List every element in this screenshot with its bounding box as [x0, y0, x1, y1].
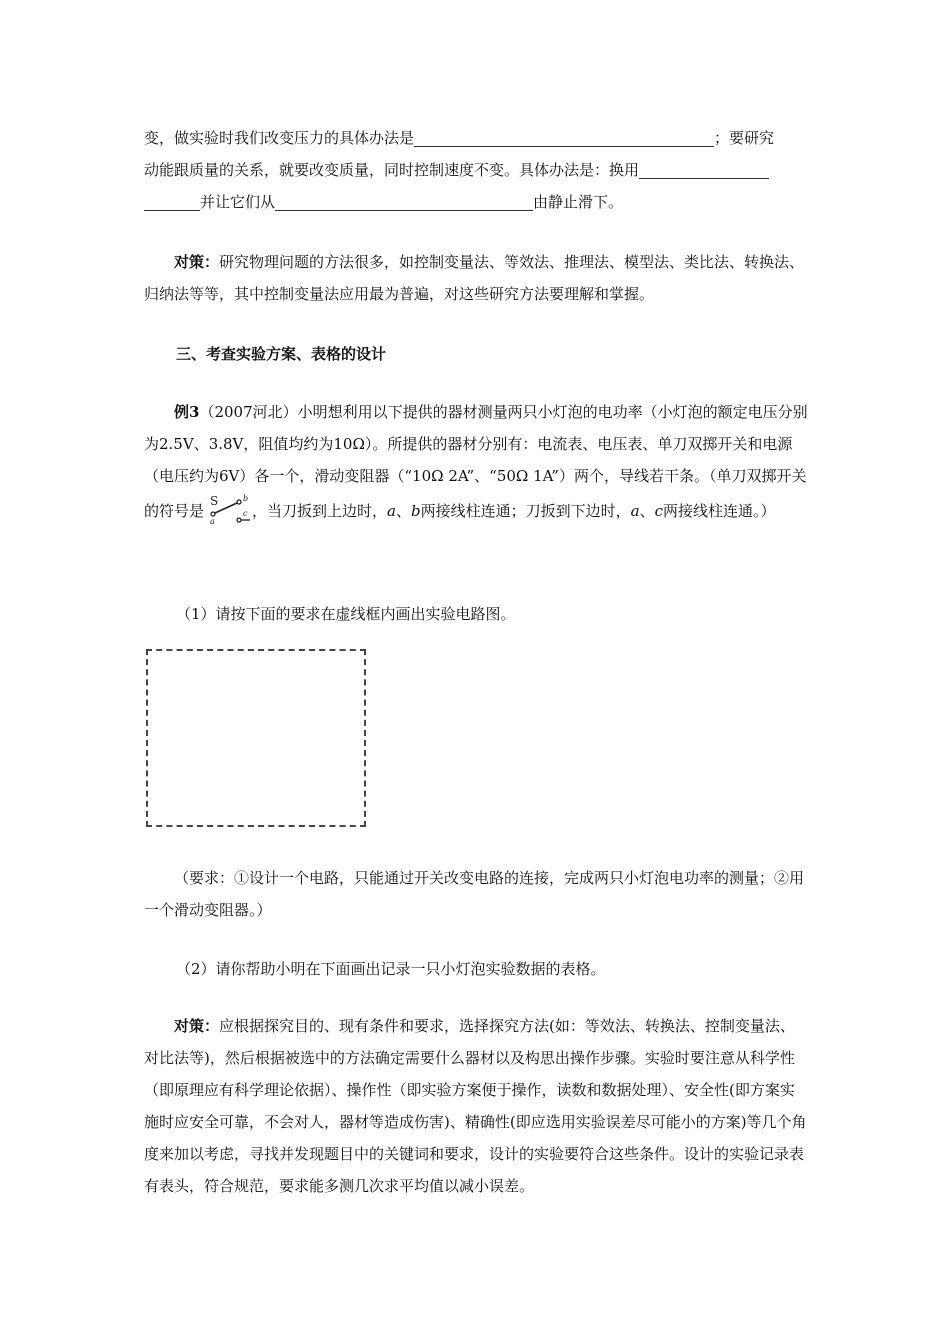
terminal-c	[237, 518, 241, 522]
switch-label-s: S	[210, 494, 219, 508]
terminal-a	[211, 512, 215, 516]
requirement-text: （要求：①设计一个电路，只能通过开关改变电路的连接，完成两只小灯泡电功率的测量；②用一个滑动变阻器。）	[144, 869, 805, 919]
text-line3-b: 由静止滑下。	[533, 193, 624, 211]
separator: 、	[395, 502, 411, 520]
text-line1-b: ；要研究	[714, 129, 775, 147]
var-a: a	[387, 502, 396, 520]
answer-blank-3[interactable]	[275, 192, 533, 211]
strategy-text: 研究物理问题的方法很多，如控制变量法、等效法、推理法、模型法、类比法、转换法、归纳法等等，其中控制变量法应用最为普遍，对这些研究方法要理解和掌握。	[144, 253, 805, 303]
strategy-label: 对策：	[174, 1017, 220, 1035]
var-c: c	[654, 502, 663, 520]
example-text-2: ，当刀扳到上边时，	[252, 502, 388, 520]
example-text-3: 两接线柱连通；刀扳到下边时，	[420, 502, 631, 520]
text-line3-a: 并让它们从	[200, 193, 276, 211]
spdt-switch-symbol	[204, 492, 252, 526]
answer-blank-1[interactable]	[414, 128, 714, 147]
example-label: 例3	[174, 403, 200, 421]
switch-blade	[215, 503, 237, 513]
answer-blank-2[interactable]	[639, 160, 769, 179]
switch-label-a: a	[210, 517, 215, 526]
question-2: （2）请你帮助小明在下面画出记录一只小灯泡实验数据的表格。	[176, 960, 606, 978]
requirement-paragraph	[144, 862, 808, 926]
example-text-1: （2007河北）小明想利用以下提供的器材测量两只小灯泡的电功率（小灯泡的额定电压分别为2.5V、3.8V，阻值均约为10Ω）。所提供的器材分别有：电流表、电压表、单刀双掷开关和电源（电压约为6V）各一个，滑动变阻器（“10Ω 2A”、“50Ω 1A”）两个，导线若干条。（单刀双掷开关的符号是	[144, 403, 808, 520]
var-b: b	[411, 502, 421, 520]
question-1: （1）请按下面的要求在虚线框内画出实验电路图。	[176, 605, 516, 623]
circuit-drawing-box[interactable]	[146, 649, 366, 827]
section-heading: 三、考查实验方案、表格的设计	[176, 345, 387, 363]
paragraph-fill-in	[144, 122, 808, 218]
strategy-text: 应根据探究目的、现有条件和要求，选择探究方法(如：等效法、转换法、控制变量法、对比法等)，然后根据被选中的方法确定需要什么器材以及构思出操作步骤。实验时要注意从科学性（即原理应有科学理论依据）、操作性（即实验方案便于操作，读数和数据处理）、安全性(即方案实施时应安全可靠，不会对人，器材等造成伤害)、精确性(即应选用实验误差尽可能小的方案)等几个角度来加以考虑，寻找并发现题目中的关键词和要求，设计的实验要符合这些条件。设计的实验记录表有表头，符合规范，要求能多测几次求平均值以减小误差。	[144, 1017, 807, 1195]
example-text-4: 两接线柱连通。）	[663, 502, 776, 520]
var-a: a	[630, 502, 640, 520]
strategy-label: 对策：	[174, 253, 220, 271]
strategy-paragraph-1	[144, 246, 808, 310]
text-line2-a: 动能跟质量的关系，就要改变质量，同时控制速度不变。具体办法是：换用	[144, 161, 640, 179]
answer-blank-2-continued[interactable]	[144, 192, 200, 211]
strategy-paragraph-2	[144, 1010, 808, 1202]
text-line1-a: 变，做实验时我们改变压力的具体办法是	[144, 129, 415, 147]
switch-label-c: c	[243, 509, 248, 518]
separator: 、	[639, 502, 655, 520]
switch-label-b: b	[243, 494, 249, 503]
terminal-b	[237, 500, 241, 504]
example-paragraph	[144, 396, 808, 527]
